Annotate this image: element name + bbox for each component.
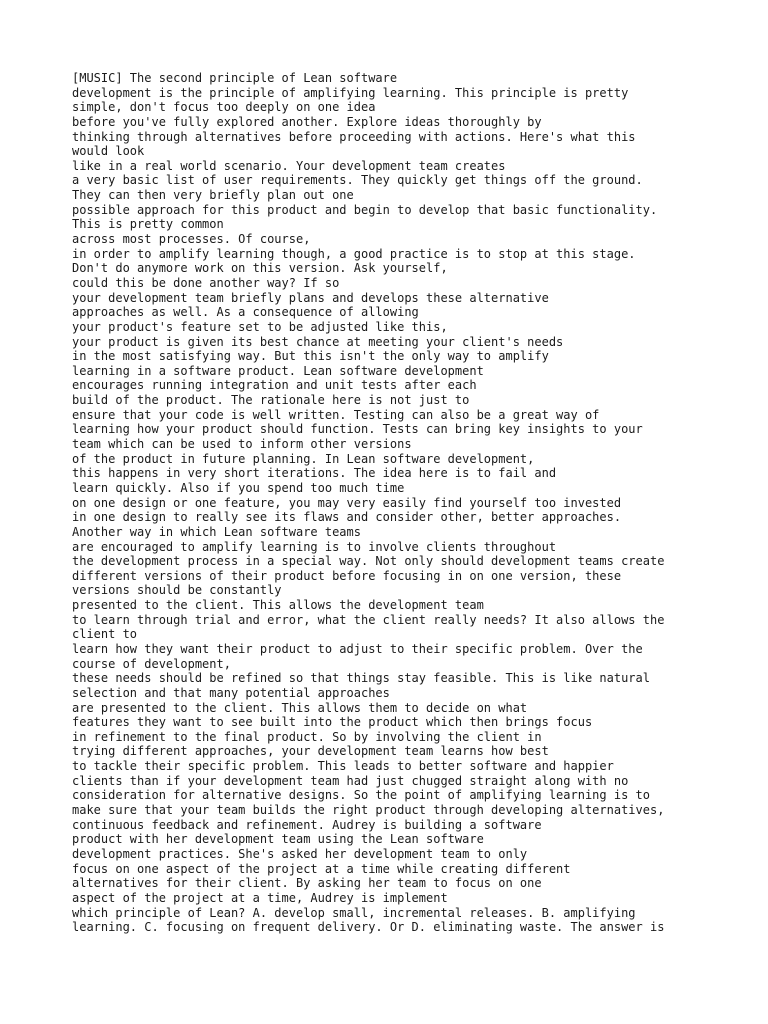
transcript-line: learn how they want their product to adjust to their specific problem. Over the xyxy=(72,641,643,656)
transcript-line: in one design to really see its flaws and consider other, better approaches. xyxy=(72,510,622,525)
transcript-line: in order to amplify learning though, a good practice is to stop at this stage. xyxy=(72,246,636,261)
transcript-line: development practices. She's asked her development team to only xyxy=(72,846,528,861)
transcript-line: continuous feedback and refinement. Audrey is building a software xyxy=(72,817,542,832)
transcript-line: features they want to see built into the product which then brings focus xyxy=(72,715,593,730)
transcript-line: selection and that many potential approaches xyxy=(72,685,390,700)
transcript-line: make sure that your team builds the right product through developing alternatives, xyxy=(72,803,665,818)
transcript-line: They can then very briefly plan out one xyxy=(72,188,354,203)
transcript-line: encourages running integration and unit tests after each xyxy=(72,378,477,393)
transcript-line: versions should be constantly xyxy=(72,583,282,598)
transcript-line: these needs should be refined so that things stay feasible. This is like natural xyxy=(72,671,650,686)
transcript-line: the development process in a special way. Not only should development teams create xyxy=(72,554,665,569)
transcript-line: presented to the client. This allows the development team xyxy=(72,598,484,613)
transcript-line: ensure that your code is well written. Testing can also be a great way of xyxy=(72,407,600,422)
transcript-line: on one design or one feature, you may very easily find yourself too invested xyxy=(72,495,622,510)
transcript-line: to learn through trial and error, what the client really needs? It also allows the xyxy=(72,612,665,627)
transcript-line: in the most satisfying way. But this isn't the only way to amplify xyxy=(72,349,549,364)
transcript-line: are encouraged to amplify learning is to involve clients throughout xyxy=(72,539,557,554)
transcript-line: this happens in very short iterations. The idea here is to fail and xyxy=(72,466,557,481)
transcript-line: Don't do anymore work on this version. Ask yourself, xyxy=(72,261,448,276)
transcript-line: team which can be used to inform other versions xyxy=(72,437,412,452)
transcript-line: learning. C. focusing on frequent delivery. Or D. eliminating waste. The answer is xyxy=(72,920,665,935)
transcript-line: a very basic list of user requirements. They quickly get things off the ground. xyxy=(72,173,643,188)
transcript-line: your development team briefly plans and develops these alternative xyxy=(72,290,549,305)
transcript-line: learn quickly. Also if you spend too much time xyxy=(72,480,405,495)
transcript-line: approaches as well. As a consequence of allowing xyxy=(72,305,419,320)
transcript-line: like in a real world scenario. Your development team creates xyxy=(72,158,506,173)
transcript-line: Another way in which Lean software teams xyxy=(72,524,361,539)
transcript-line: aspect of the project at a time, Audrey is implement xyxy=(72,890,448,905)
transcript-line: alternatives for their client. By asking her team to focus on one xyxy=(72,876,542,891)
transcript-text xyxy=(72,71,692,935)
transcript-line: learning in a software product. Lean software development xyxy=(72,363,484,378)
transcript-line: clients than if your development team had just chugged straight along with no xyxy=(72,773,629,788)
transcript-line: product with her development team using the Lean software xyxy=(72,832,484,847)
transcript-line: simple, don't focus too deeply on one idea xyxy=(72,100,376,115)
transcript-line: consideration for alternative designs. So the point of amplifying learning is to xyxy=(72,788,650,803)
transcript-line: which principle of Lean? A. develop small, incremental releases. B. amplifying xyxy=(72,905,636,920)
transcript-line: are presented to the client. This allows them to decide on what xyxy=(72,700,528,715)
transcript-line: before you've fully explored another. Explore ideas thoroughly by xyxy=(72,114,542,129)
transcript-line: could this be done another way? If so xyxy=(72,275,340,290)
transcript-line: possible approach for this product and begin to develop that basic functionality. xyxy=(72,202,658,217)
transcript-line: your product's feature set to be adjusted like this, xyxy=(72,319,448,334)
transcript-line: of the product in future planning. In Lean software development, xyxy=(72,451,535,466)
transcript-line: trying different approaches, your development team learns how best xyxy=(72,744,549,759)
transcript-line: learning how your product should function. Tests can bring key insights to your xyxy=(72,422,643,437)
transcript-line: your product is given its best chance at meeting your client's needs xyxy=(72,334,564,349)
transcript-line: This is pretty common xyxy=(72,217,224,232)
transcript-line: client to xyxy=(72,627,138,642)
transcript-line: course of development, xyxy=(72,656,231,671)
transcript-line: would look xyxy=(72,144,145,159)
transcript-line: development is the principle of amplifying learning. This principle is pretty xyxy=(72,85,629,100)
transcript-line: focus on one aspect of the project at a time while creating different xyxy=(72,861,571,876)
transcript-line: in refinement to the final product. So by involving the client in xyxy=(72,729,542,744)
transcript-line: [MUSIC] The second principle of Lean software xyxy=(72,71,398,85)
transcript-line: thinking through alternatives before proceeding with actions. Here's what this xyxy=(72,129,636,144)
transcript-line: across most processes. Of course, xyxy=(72,232,311,247)
transcript-line: different versions of their product before focusing in on one version, these xyxy=(72,568,622,583)
transcript-line: to tackle their specific problem. This leads to better software and happier xyxy=(72,759,614,774)
transcript-line: build of the product. The rationale here is not just to xyxy=(72,393,470,408)
